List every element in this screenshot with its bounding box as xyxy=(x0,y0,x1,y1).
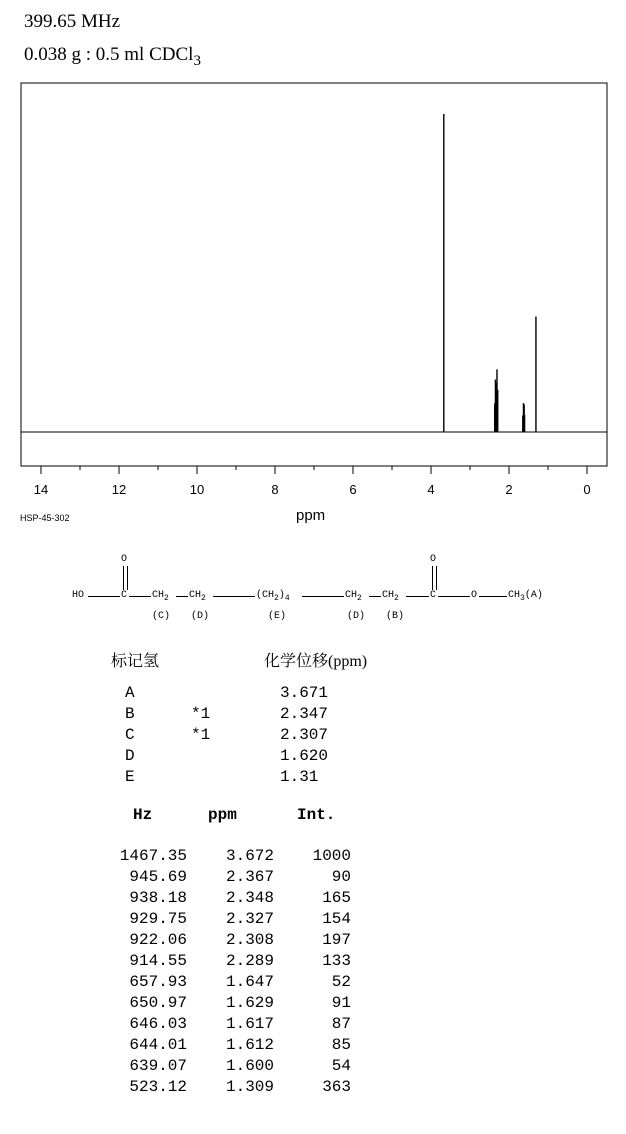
bond-9 xyxy=(479,596,507,597)
peak-row-1-int: 90 xyxy=(331,868,351,886)
methyl-sub: 3 xyxy=(520,594,525,603)
ch2-b-sub: 2 xyxy=(394,594,399,603)
peak-row-9-int: 85 xyxy=(331,1036,351,1054)
peak-row-11-hz: 523.12 xyxy=(129,1078,187,1096)
assignment-shift-3: 1.620 xyxy=(280,747,329,765)
x-tick-label-0: 0 xyxy=(583,482,591,497)
assignment-shift-0: 3.671 xyxy=(280,684,329,702)
bond-3 xyxy=(176,596,188,597)
double-bond-left-b xyxy=(127,566,128,590)
sample-info-text: 0.038 g : 0.5 ml CDCl xyxy=(24,44,194,65)
ch2-e-open: (CH xyxy=(256,590,275,601)
spectrometer-frequency: 399.65 MHz xyxy=(24,11,121,32)
x-tick-label-6: 6 xyxy=(349,482,357,497)
x-axis-tick-labels xyxy=(34,482,591,497)
ch2-e-sub4: 4 xyxy=(284,594,290,603)
bond-1 xyxy=(88,596,120,597)
assignment-header-label: 标记氢 xyxy=(111,653,160,670)
x-axis-label: ppm xyxy=(296,507,326,524)
bond-5 xyxy=(302,596,344,597)
assignment-shift-4: 1.31 xyxy=(280,768,319,786)
peak-row-6-int: 52 xyxy=(331,973,351,991)
peak-row-4-hz: 922.06 xyxy=(129,931,187,949)
assignment-label-0: A xyxy=(125,684,135,702)
x-tick-label-8: 8 xyxy=(271,482,279,497)
carbonyl-carbon-right: C xyxy=(430,590,437,601)
x-tick-label-4: 4 xyxy=(427,482,435,497)
peak-header-int: Int. xyxy=(297,806,336,824)
ch2-b xyxy=(382,590,399,603)
bond-6 xyxy=(369,596,381,597)
peak-row-7-hz: 650.97 xyxy=(129,994,187,1012)
peak-header-ppm: ppm xyxy=(208,806,237,824)
peak-row-5-hz: 914.55 xyxy=(129,952,187,970)
peak-row-11-int: 363 xyxy=(322,1078,351,1096)
label-c: (C) xyxy=(152,611,171,622)
ch2-e-sub2: 2 xyxy=(274,594,279,603)
methyl-text: CH xyxy=(508,590,521,601)
peak-row-3-hz: 929.75 xyxy=(129,910,187,928)
carbonyl-oxygen-right: O xyxy=(430,554,437,565)
label-e: (E) xyxy=(268,611,287,622)
peak-row-10-hz: 639.07 xyxy=(129,1057,187,1075)
x-tick-label-2: 2 xyxy=(505,482,513,497)
bond-2 xyxy=(129,596,151,597)
ch2-c-text: CH xyxy=(152,590,165,601)
methyl-label: (A) xyxy=(524,590,543,601)
peak-row-7-int: 91 xyxy=(331,994,351,1012)
assignment-label-3: D xyxy=(125,747,135,765)
peak-row-1-hz: 945.69 xyxy=(129,868,187,886)
ch2-e-close: ) xyxy=(278,590,285,601)
peak-row-8-int: 87 xyxy=(331,1015,351,1033)
peak-row-8-ppm: 1.617 xyxy=(225,1015,274,1033)
peak-row-10-int: 54 xyxy=(331,1057,351,1075)
plot-frame xyxy=(21,83,607,466)
assignment-label-4: E xyxy=(125,768,135,786)
peak-row-9-hz: 644.01 xyxy=(129,1036,187,1054)
ch2-d-right-text: CH xyxy=(345,590,358,601)
peak-row-8-hz: 646.03 xyxy=(129,1015,187,1033)
peak-row-3-ppm: 2.327 xyxy=(225,910,274,928)
x-tick-label-10: 10 xyxy=(189,482,205,497)
bond-4 xyxy=(213,596,255,597)
double-bond-right-b xyxy=(436,566,437,590)
peak-row-4-int: 197 xyxy=(322,931,351,949)
ch2-c xyxy=(152,590,169,603)
assignment-shift-2: 2.307 xyxy=(280,726,329,744)
peak-row-10-ppm: 1.600 xyxy=(225,1057,274,1075)
label-b: (B) xyxy=(386,611,405,622)
ch2-c-sub: 2 xyxy=(164,594,169,603)
peak-row-0-int: 1000 xyxy=(312,847,351,865)
ch2-d-left xyxy=(189,590,206,603)
peak-row-9-ppm: 1.612 xyxy=(225,1036,274,1054)
peak-row-4-ppm: 2.308 xyxy=(225,931,274,949)
ch2-d-left-sub: 2 xyxy=(201,594,206,603)
peak-row-11-ppm: 1.309 xyxy=(225,1078,274,1096)
ch2-d-left-text: CH xyxy=(189,590,202,601)
ch2-d-right xyxy=(345,590,362,603)
peak-row-2-int: 165 xyxy=(322,889,351,907)
hydroxyl-group: HO xyxy=(72,590,85,601)
assignment-shift-1: 2.347 xyxy=(280,705,329,723)
peaks xyxy=(444,114,536,432)
x-tick-label-14: 14 xyxy=(33,482,49,497)
assignment-note-1: *1 xyxy=(191,705,211,723)
double-bond-left-a xyxy=(123,566,124,590)
bond-8 xyxy=(438,596,470,597)
double-bond-right-a xyxy=(432,566,433,590)
peak-header-hz: Hz xyxy=(133,806,153,824)
ester-oxygen: O xyxy=(471,590,478,601)
assignment-label-2: C xyxy=(125,726,135,744)
assignment-header-shift: 化学位移(ppm) xyxy=(264,653,368,670)
methyl-group xyxy=(508,590,543,603)
carbonyl-carbon-left: C xyxy=(121,590,128,601)
x-axis-ticks xyxy=(41,466,587,474)
peak-row-0-ppm: 3.672 xyxy=(225,847,274,865)
peak-row-5-int: 133 xyxy=(322,952,351,970)
assignment-note-2: *1 xyxy=(191,726,211,744)
ch2-e-chain xyxy=(256,590,290,603)
peak-row-2-hz: 938.18 xyxy=(129,889,187,907)
label-d-left: (D) xyxy=(191,611,210,622)
peak-row-7-ppm: 1.629 xyxy=(225,994,274,1012)
assignment-label-1: B xyxy=(125,705,135,723)
carbonyl-oxygen-left: O xyxy=(121,554,128,565)
label-d-right: (D) xyxy=(347,611,366,622)
peak-row-6-hz: 657.93 xyxy=(129,973,187,991)
ch2-d-right-sub: 2 xyxy=(357,594,362,603)
spectrum-code: HSP-45-302 xyxy=(20,513,70,523)
nmr-spectrum-chart xyxy=(0,0,626,505)
ch2-b-text: CH xyxy=(382,590,395,601)
peak-row-2-ppm: 2.348 xyxy=(225,889,274,907)
peak-row-3-int: 154 xyxy=(322,910,351,928)
peak-row-5-ppm: 2.289 xyxy=(225,952,274,970)
peak-row-1-ppm: 2.367 xyxy=(225,868,274,886)
bond-7 xyxy=(406,596,429,597)
x-tick-label-12: 12 xyxy=(111,482,127,497)
peak-row-6-ppm: 1.647 xyxy=(225,973,274,991)
peak-row-0-hz: 1467.35 xyxy=(119,847,187,865)
sample-info-subscript: 3 xyxy=(193,52,201,69)
